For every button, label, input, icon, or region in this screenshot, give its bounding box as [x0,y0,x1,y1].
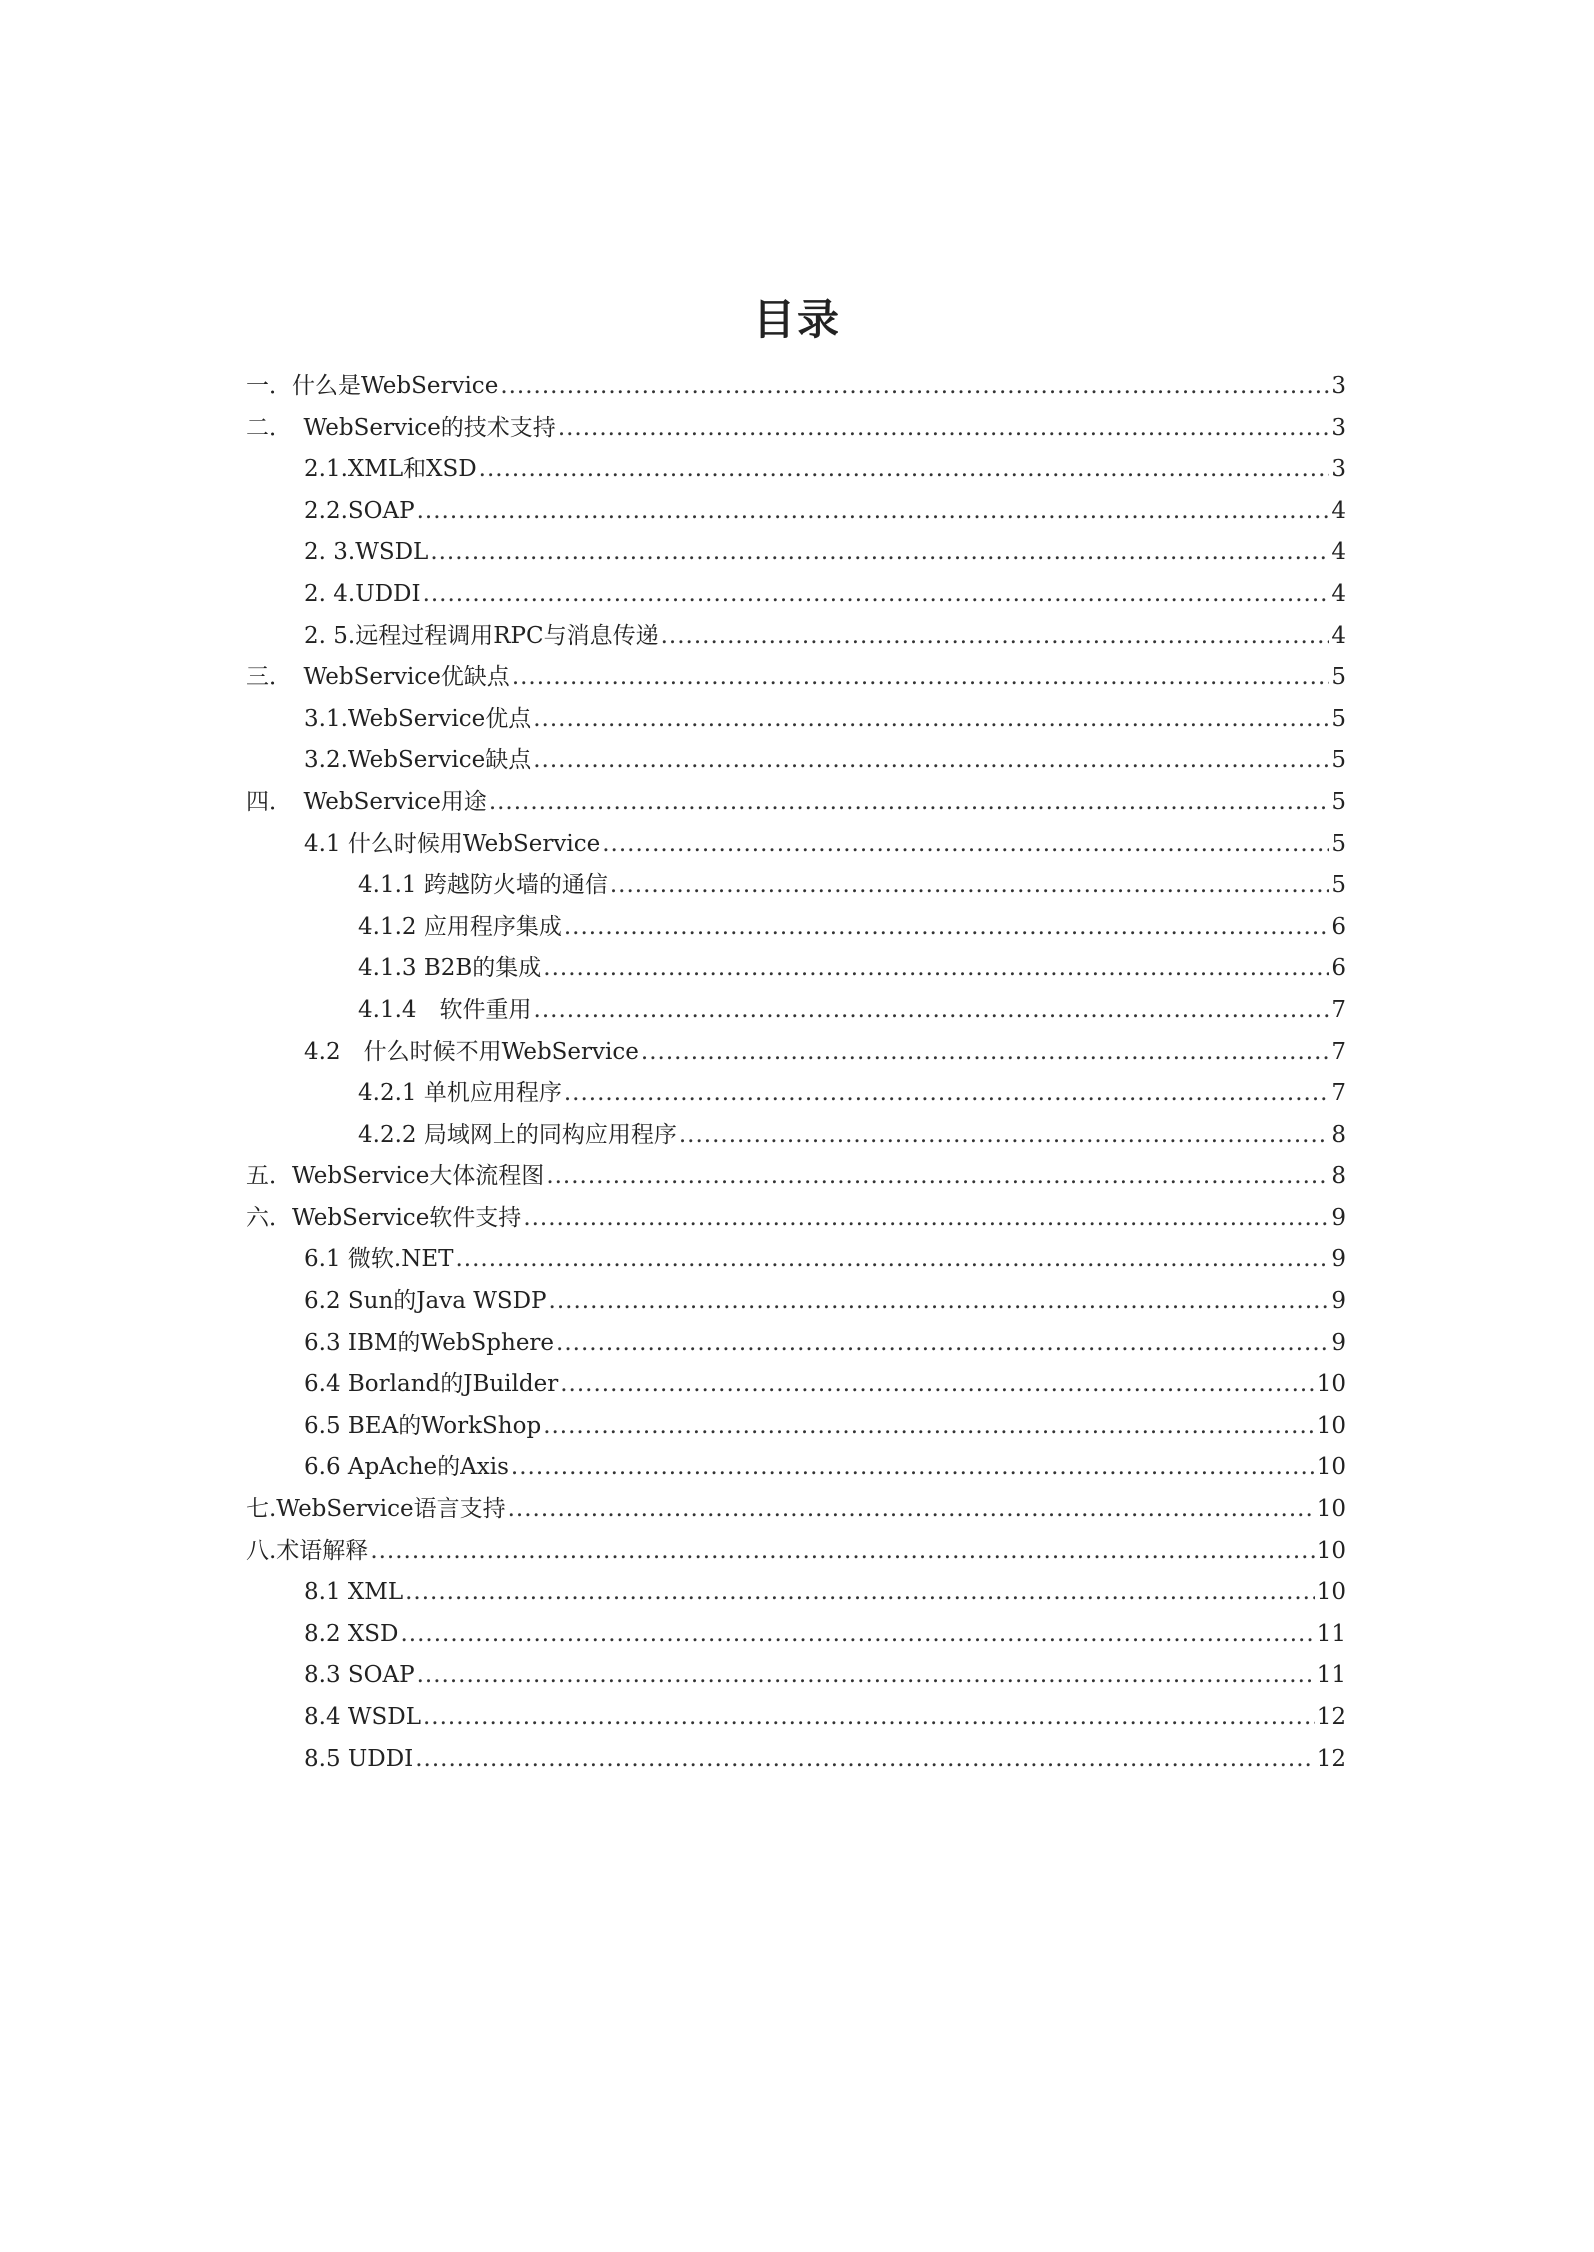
toc-entry-page-number: 4 [1331,539,1346,566]
toc-entry[interactable] [246,1281,1346,1323]
toc-entry-label: 6.6 ApAche的Axis [304,1454,509,1481]
toc-entry[interactable] [246,1697,1346,1739]
toc-entry-label: 一．什么是WebService [246,373,499,399]
toc-entry-page-number: 9 [1331,1329,1346,1356]
dot-leader [415,1739,1314,1781]
dot-leader [543,948,1329,990]
toc-entry-label: 8.5 UDDI [304,1745,414,1772]
toc-entry-page-number: 5 [1331,872,1346,899]
toc-entry[interactable] [246,1198,1346,1240]
toc-entry-page-number: 5 [1331,664,1346,691]
toc-entry[interactable] [246,699,1346,741]
toc-entry-page-number: 10 [1316,1454,1346,1481]
toc-entry-page-number: 5 [1331,788,1346,815]
toc-entry[interactable] [246,1739,1346,1781]
toc-entry[interactable] [246,1572,1346,1614]
toc-entry[interactable] [246,532,1346,574]
toc-entry-page-number: 7 [1331,996,1346,1023]
dot-leader [511,1447,1315,1489]
toc-entry-label: 2.2.SOAP [304,497,415,524]
dot-leader [417,491,1330,533]
toc-entry[interactable] [246,1239,1346,1281]
toc-entry-page-number: 11 [1316,1620,1346,1647]
toc-entry-label: 6.5 BEA的WorkShop [304,1412,542,1439]
toc-entry[interactable] [246,948,1346,990]
dot-leader [512,657,1330,699]
toc-entry-page-number: 10 [1316,1496,1346,1523]
dot-leader [405,1572,1315,1614]
toc-entry[interactable] [246,1614,1346,1656]
toc-entry[interactable] [246,574,1346,616]
dot-leader [400,1614,1314,1656]
toc-entry-label: 4.1.2 应用程序集成 [358,913,562,940]
toc-entry-label: 4.2 什么时候不用WebService [304,1038,639,1065]
toc-entry-page-number: 10 [1316,1537,1346,1564]
toc-entry-label: 2. 4.UDDI [304,580,421,607]
dot-leader [679,1115,1330,1157]
toc-entry[interactable] [246,907,1346,949]
toc-entry-page-number: 5 [1331,747,1346,774]
dot-leader [556,1323,1329,1365]
toc-entry-label: 6.4 Borland的JBuilder [304,1371,559,1398]
toc-entry-page-number: 10 [1316,1412,1346,1439]
dot-leader [564,1073,1330,1115]
toc-entry[interactable] [246,366,1346,408]
toc-entry-page-number: 3 [1331,414,1346,441]
toc-entry-label: 3.1.WebService优点 [304,705,532,732]
toc-entry[interactable] [246,449,1346,491]
table-of-contents [246,366,1346,1780]
toc-entry[interactable] [246,990,1346,1032]
page-title: 目录 [752,295,841,344]
toc-entry-page-number: 9 [1331,1288,1346,1315]
toc-entry[interactable] [246,616,1346,658]
dot-leader [455,1239,1329,1281]
toc-entry-label: 6.3 IBM的WebSphere [304,1329,555,1356]
dot-leader [549,1281,1330,1323]
toc-entry[interactable] [246,408,1346,450]
toc-entry[interactable] [246,491,1346,533]
toc-entry-label: 五．WebService大体流程图 [246,1163,545,1190]
toc-entry[interactable] [246,657,1346,699]
toc-entry[interactable] [246,1655,1346,1697]
toc-entry-label: 2. 5.远程过程调用RPC与消息传递 [304,622,659,649]
toc-entry-label: 6.2 Sun的Java WSDP [304,1288,547,1315]
dot-leader [523,1198,1329,1240]
toc-entry-page-number: 5 [1331,830,1346,857]
dot-leader [641,1032,1329,1074]
dot-leader [546,1156,1329,1198]
toc-entry[interactable] [246,740,1346,782]
toc-entry-label: 4.1.3 B2B的集成 [358,955,542,982]
toc-entry[interactable] [246,1115,1346,1157]
toc-entry-page-number: 3 [1331,456,1346,483]
dot-leader [500,366,1329,408]
toc-entry-page-number: 4 [1331,497,1346,524]
toc-entry-page-number: 10 [1316,1579,1346,1606]
toc-entry-label: 4.1.1 跨越防火墙的通信 [358,872,608,899]
dot-leader [423,574,1330,616]
dot-leader [508,1489,1315,1531]
dot-leader [610,865,1330,907]
dot-leader [489,782,1330,824]
toc-entry-page-number: 9 [1331,1204,1346,1231]
toc-entry-label: 8.4 WSDL [304,1704,421,1730]
dot-leader [543,1406,1315,1448]
toc-entry-page-number: 4 [1331,580,1346,607]
dot-leader [417,1655,1315,1697]
toc-entry-label: 八.术语解释 [246,1537,369,1564]
toc-entry-label: 六．WebService软件支持 [246,1204,522,1231]
toc-entry-label: 4.1 什么时候用WebService [304,830,601,857]
toc-entry[interactable] [246,1323,1346,1365]
dot-leader [479,449,1330,491]
toc-entry-page-number: 6 [1331,955,1346,982]
toc-entry-page-number: 9 [1331,1246,1346,1273]
toc-entry-label: 8.2 XSD [304,1620,399,1647]
toc-entry[interactable] [246,1406,1346,1448]
dot-leader [564,907,1330,949]
toc-entry[interactable] [246,1032,1346,1074]
toc-entry-page-number: 12 [1316,1704,1346,1730]
toc-entry-page-number: 12 [1316,1745,1346,1772]
toc-entry-label: 二． WebService的技术支持 [246,414,556,441]
toc-entry-label: 8.1 XML [304,1579,404,1606]
toc-entry-label: 2.1.XML和XSD [304,456,477,483]
toc-entry-label: 4.2.1 单机应用程序 [358,1080,562,1107]
toc-entry[interactable] [246,1156,1346,1198]
dot-leader [533,740,1329,782]
toc-entry-page-number: 8 [1331,1121,1346,1148]
toc-entry[interactable] [246,865,1346,907]
toc-entry-label: 4.1.4 软件重用 [358,996,532,1023]
dot-leader [534,990,1330,1032]
toc-entry-page-number: 4 [1331,622,1346,649]
toc-entry-label: 三． WebService优缺点 [246,664,510,691]
toc-entry[interactable] [246,1531,1346,1573]
toc-entry-label: 6.1 微软.NET [304,1246,454,1273]
dot-leader [661,616,1330,658]
toc-entry-page-number: 8 [1331,1163,1346,1190]
toc-entry-label: 四． WebService用途 [246,788,487,815]
dot-leader [558,408,1330,450]
dot-leader [533,699,1329,741]
toc-entry-label: 3.2.WebService缺点 [304,747,532,774]
toc-entry[interactable] [246,1447,1346,1489]
toc-entry-page-number: 3 [1331,373,1346,399]
toc-entry-page-number: 7 [1331,1038,1346,1065]
toc-entry[interactable] [246,782,1346,824]
toc-entry-page-number: 6 [1331,913,1346,940]
toc-entry[interactable] [246,1073,1346,1115]
toc-entry-page-number: 7 [1331,1080,1346,1107]
dot-leader [602,824,1329,866]
toc-entry[interactable] [246,1489,1346,1531]
dot-leader [430,532,1329,574]
dot-leader [423,1697,1315,1739]
toc-entry-page-number: 5 [1331,705,1346,732]
toc-entry[interactable] [246,1364,1346,1406]
dot-leader [560,1364,1315,1406]
toc-entry-page-number: 11 [1316,1662,1346,1689]
dot-leader [370,1531,1314,1573]
toc-entry-label: 2. 3.WSDL [304,539,429,566]
toc-entry-label: 4.2.2 局域网上的同构应用程序 [358,1121,677,1148]
toc-entry-label: 8.3 SOAP [304,1662,415,1689]
toc-entry[interactable] [246,824,1346,866]
toc-entry-label: 七.WebService语言支持 [246,1496,506,1523]
toc-entry-page-number: 10 [1316,1371,1346,1398]
